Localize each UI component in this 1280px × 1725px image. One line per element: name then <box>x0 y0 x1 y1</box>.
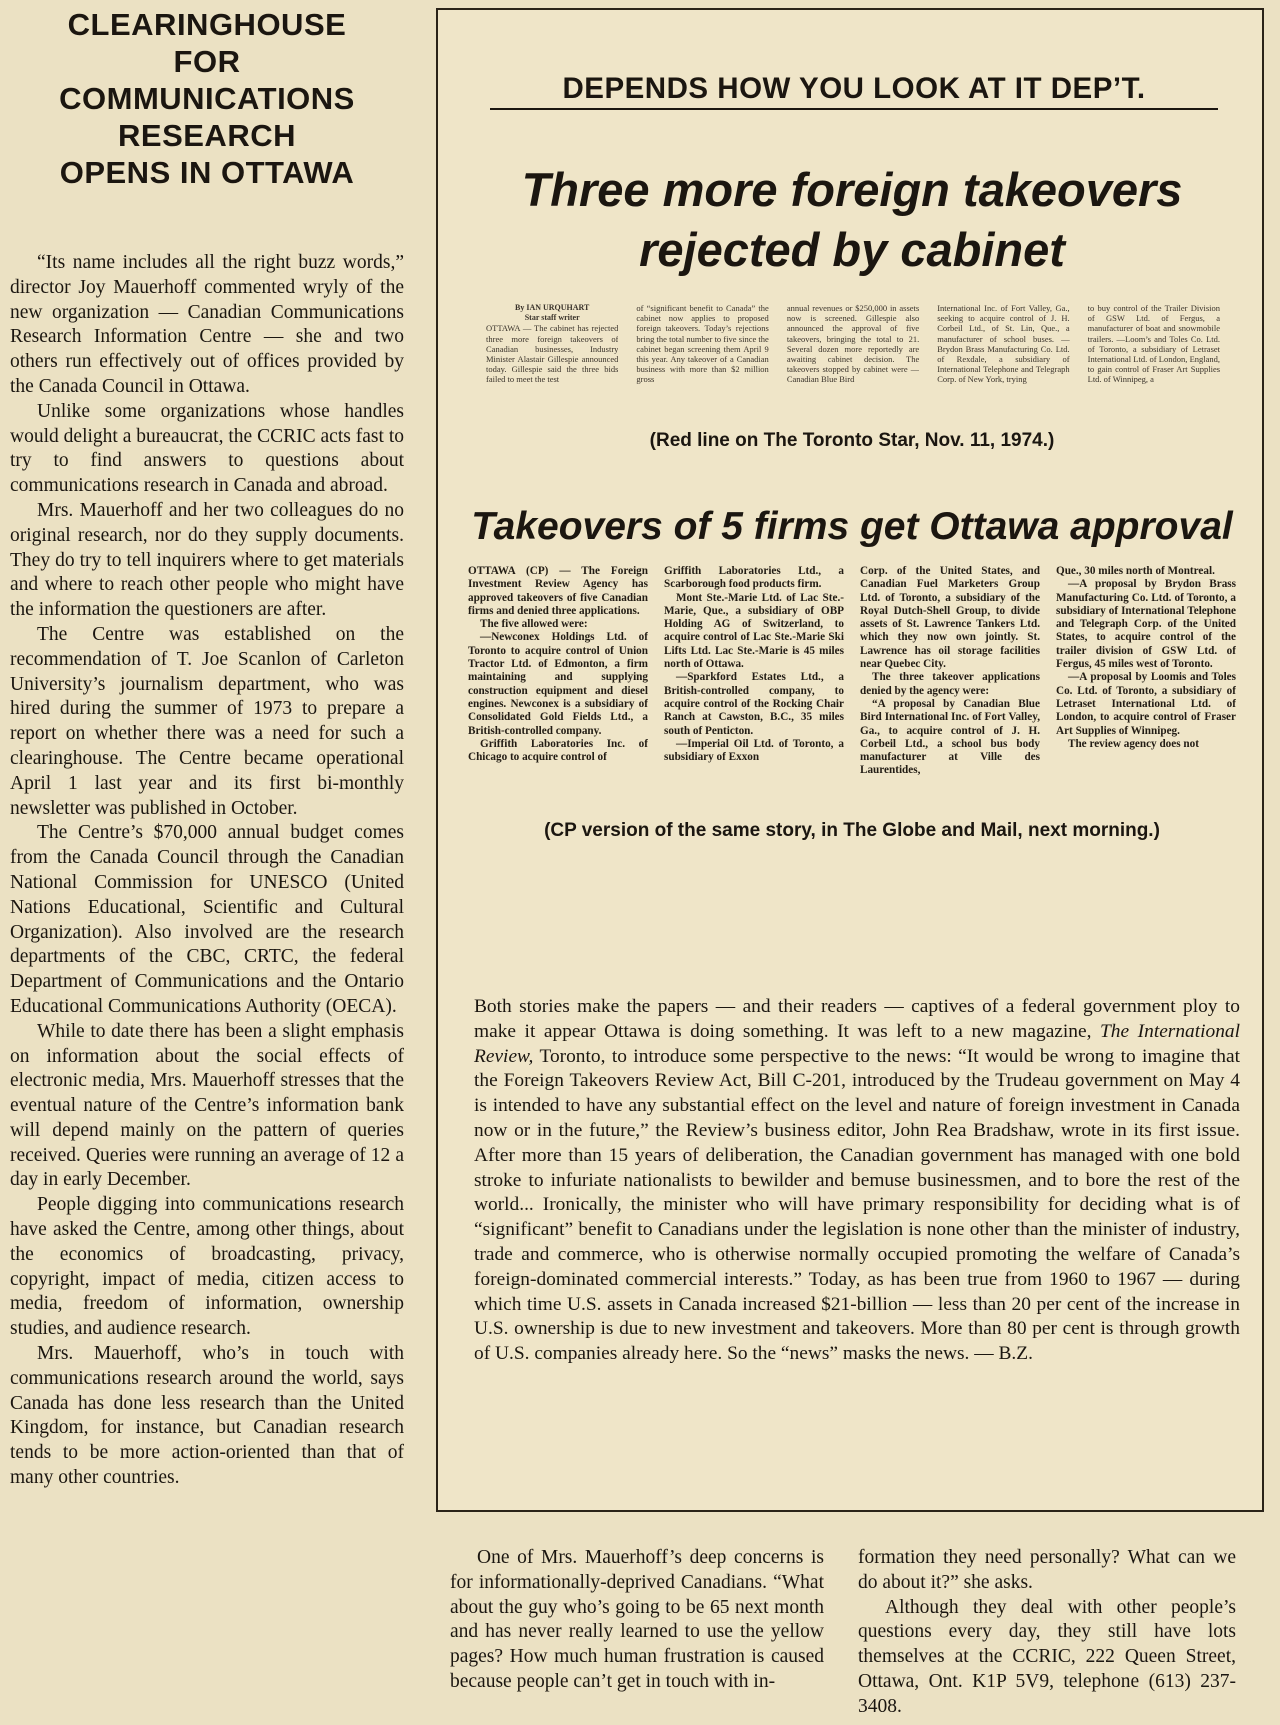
headline-line: OPENS IN OTTAWA <box>59 155 355 190</box>
clipping-paragraph: The five allowed were: <box>480 618 588 631</box>
headline-line: RESEARCH <box>118 118 296 153</box>
clipping-paragraph: —Sparkford Estates Ltd., a British-controlled company, to acquire control of the Rocking Chair Ranch at Cawston, B.C., 35 miles south of Penticton. <box>664 671 844 737</box>
clipping-paragraph: Griffith Laboratories Inc. of Chicago to acquire control of <box>468 737 648 764</box>
editorial-commentary <box>474 995 1240 1367</box>
clipping-paragraph: Mont Ste.-Marie Ltd. of Lac Ste.-Marie, Que., a subsidiary of OBP Holding AG of Switzerland, to acquire control of Lac Ste.-Marie Ski Lifts Ltd. Lac Ste.-Marie is 45 miles north of Ottawa. <box>664 591 844 671</box>
clipping-paragraph: —A proposal by Loomis and Toles Co. Ltd. of Toronto, a subsidiary of Letraset International Ltd. of London, to acquire control of Fraser Art Supplies of Winnipeg. <box>1056 671 1236 737</box>
paragraph: The Centre was established on the recommendation of T. Joe Scanlon of Carleton University’s journalism department, who was hired during the summer of 1973 to prepare a report on whether there was a need for such a clearinghouse. The Centre became operational April 1 last year and its first bi-monthly newsletter was published in October. <box>10 623 404 819</box>
clipping-paragraph: —Imperial Oil Ltd. of Toronto, a subsidiary of Exxon <box>664 737 844 764</box>
paragraph: Unlike some organizations whose handles would delight a bureaucrat, the CCRIC acts fast to try to find answers to questions about communications research in Canada and abroad. <box>10 400 404 497</box>
clipping-paragraph: The three takeover applications denied by the agency were: <box>860 671 1040 697</box>
clipping-column <box>486 303 618 425</box>
toronto-star-clipping <box>486 303 1220 425</box>
paragraph: Mrs. Mauerhoff, who’s in touch with communications research around the world, says Canada has done less research than the United Kingdom, for instance, but Canadian research tends to be more action-oriented than that of many other countries. <box>10 1343 404 1489</box>
boxed-feature <box>436 8 1264 1512</box>
headline-line: FOR <box>173 44 241 79</box>
commentary-text: Both stories make the papers — and their readers — captives of a federal government ploy to make it appear Ottawa is doing something. It was left to a new magazine, <box>474 996 1240 1042</box>
clipping-column: International Inc. of Fort Valley, Ga., seeking to acquire control of J. H. Corbeil Ltd., of St. Lin, Que., a manufacturer of school buses. —Brydon Brass Manufacturing Co. Ltd. of Rexdale, a subsidiary of International Telephone and Telegraph Corp. of New York, trying <box>937 303 1070 385</box>
clipping-column <box>468 565 648 810</box>
byline: By IAN URQUHART <box>515 303 590 312</box>
article-continuation-column <box>450 1546 824 1695</box>
paragraph: People digging into communications research have asked the Centre, among other things, about the economics of broadcasting, privacy, copyright, impact of media, citizen access to media, freedom of information, ownership studies, and audience research. <box>10 1194 404 1340</box>
paragraph: Although they deal with other people’s questions every day, they still have lots themselves at the CCRIC, 222 Queen Street, Ottawa, Ont. K1P 5V9, telephone (613) 237-3408. <box>858 1596 1236 1717</box>
paragraph: “Its name includes all the right buzz words,” director Joy Mauerhoff commented wryly of the new organization — Canadian Communications Research Information Centre — she and two others run effectively out of offices provided by the Canada Council in Ottawa. <box>10 252 404 397</box>
clipping-paragraph: —Newconex Holdings Ltd. of Toronto to acquire control of Union Tractor Ltd. of Edmonton, a firm maintaining and supplying construction equipment and diesel engines. Newconex is a subsidiary of Consolidated Gold Fields Ltd., a British-controlled company. <box>468 631 648 737</box>
commentary-text: Toronto, to introduce some perspective to the news: “It would be wrong to imagine that the Foreign Takeovers Review Act, Bill C-201, introduced by the Trudeau government on May 4 is intended to have any substantial effect on the level and nature of foreign investment in Canada now or in the future,” the Review’s business editor, John Rea Bradshaw, wrote in its first issue. After more than 15 years of deliberation, the Canadian government has managed with one bold stroke to infuriate nationalists to bewilder and bemuse businessmen, and to bore the rest of the world... Ironically, the minister who will have primary responsibility for deciding what is of “significant” benefit to Canadians under the legislation is none other than the minister of industry, trade and commerce, who is otherwise normally occupied promoting the welfare of Canada’s foreign-dominated commercial interests.” Today, as has been true from 1960 to 1967 — during which time U.S. assets in Canada increased $21-billion — less than 20 per cent of the increase in U.S. ownership is due to new investment and takeovers. More than 80 per cent is through growth of U.S. companies already here. So the “news” masks the news. — B.Z. <box>474 1045 1240 1365</box>
paragraph: formation they need personally? What can we do about it?” she asks. <box>858 1547 1236 1593</box>
clipping-paragraph: Corp. of the United States, and Canadian Fuel Marketers Group Ltd. of Toronto, a subsidiary of the Royal Dutch-Shell Group, to divide assets of St. Lawrence Tankers Ltd. which they now own jointly. St. Lawrence has oil storage facilities near Quebec City. <box>860 565 1040 671</box>
clipping-paragraph: OTTAWA (CP) — The Foreign Investment Review Agency has approved takeovers of five Canadian firms and denied three applications. <box>468 565 648 617</box>
clipping-column <box>1056 565 1236 810</box>
headline-line: CLEARINGHOUSE <box>67 7 347 42</box>
globe-and-mail-headline: Takeovers of 5 firms get Ottawa approval <box>471 505 1233 548</box>
clipping-text: OTTAWA — The cabinet has rejected three more foreign takeovers of Canadian businesses, Industry Minister Alastair Gillespie announced today. Gillespie said the three bids failed to meet the test <box>486 323 619 385</box>
clipping-paragraph: The review agency does not <box>1068 737 1199 750</box>
globe-and-mail-clipping <box>468 565 1238 810</box>
clipping-caption: (Red line on The Toronto Star, Nov. 11, 1974.) <box>649 430 1055 451</box>
magazine-title: The International Review, <box>474 1020 1240 1067</box>
clipping-paragraph: “A proposal by Canadian Blue Bird International Inc. of Fort Valley, Ga., to acquire control of J. H. Corbeil Ltd., a school bus body manufacturer at Ville des Laurentides, <box>860 697 1040 777</box>
paragraph: The Centre’s $70,000 annual budget comes from the Canada Council through the Canadian National Commission for UNESCO (United Nations Educational, Scientific and Cultural Organization). Also involved are the research departments of the CBC, CRTC, the federal Department of Communications and the Ontario Educational Communications Authority (OECA). <box>10 822 404 1017</box>
paragraph: One of Mrs. Mauerhoff’s deep concerns is for informationally-deprived Canadians. “What about the guy who’s going to be 65 next month and has never really learned to use the yellow pages? How much human frustration is caused because people can’t get in touch with in- <box>450 1547 824 1692</box>
headline-line: COMMUNICATIONS <box>59 81 355 116</box>
byline-role: Star staff writer <box>524 313 580 323</box>
clipping-paragraph: Que., 30 miles north of Montreal. <box>1056 565 1215 577</box>
clipping-paragraph: Griffith Laboratories Ltd., a Scarborough food products firm. <box>664 565 844 591</box>
clipping-column <box>664 565 844 810</box>
clipping-column: to buy control of the Trailer Division of GSW Ltd. of Fergus, a manufacturer of boat and snowmobile trailers. —Loom’s and Toles Co. Ltd. of Toronto, a subsidiary of Letraset International Ltd. of London, England, to gain control of Fraser Art Supplies Ltd. of Winnipeg, a <box>1087 303 1221 385</box>
article-continuation-column <box>858 1546 1236 1720</box>
clipping-caption: (CP version of the same story, in The Globe and Mail, next morning.) <box>544 820 1160 841</box>
clipping-column: annual revenues or $250,000 in assets now is screened. Gillespie also announced the approval of five takeovers, bringing the total to 21. Several dozen more reportedly are awaiting cabinet decision. The takeovers stopped by cabinet were — Canadian Blue Bird <box>786 303 920 385</box>
clipping-column: of “significant benefit to Canada” the cabinet now applies to proposed foreign takeovers. Today’s rejections bring the total number to five since the cabinet began screening them April 9 this year. Any takeover of a Canadian business with more than $2 million gross <box>636 303 769 385</box>
clipping-paragraph: —A proposal by Brydon Brass Manufacturing Co. Ltd. of Toronto, a subsidiary of International Telephone and Telegraph Corp. of the United States, to acquire control of the trailer division of GSW Ltd. of Fergus, 45 miles west of Toronto. <box>1056 578 1236 671</box>
headline-line: Three more foreign takeovers <box>521 163 1183 216</box>
article-body <box>10 251 404 1491</box>
paragraph: While to date there has been a slight emphasis on information about the social effects of electronic media, Mrs. Mauerhoff stresses that the eventual nature of the Centre’s information bank will depend mainly on the pattern of queries received. Queries were running an average of 12 a day in early December. <box>10 1020 404 1191</box>
left-article <box>10 6 404 1491</box>
clipping-column <box>860 565 1040 810</box>
toronto-star-headline <box>458 160 1246 280</box>
headline-line: rejected by cabinet <box>639 223 1065 276</box>
department-title: DEPENDS HOW YOU LOOK AT IT DEP’T. <box>490 72 1218 110</box>
paragraph: Mrs. Mauerhoff and her two colleagues do no original research, nor do they supply documents. They do try to tell inquirers where to get materials and where to reach other people who might have the information the questioners are after. <box>10 499 404 621</box>
article-headline <box>10 6 404 191</box>
